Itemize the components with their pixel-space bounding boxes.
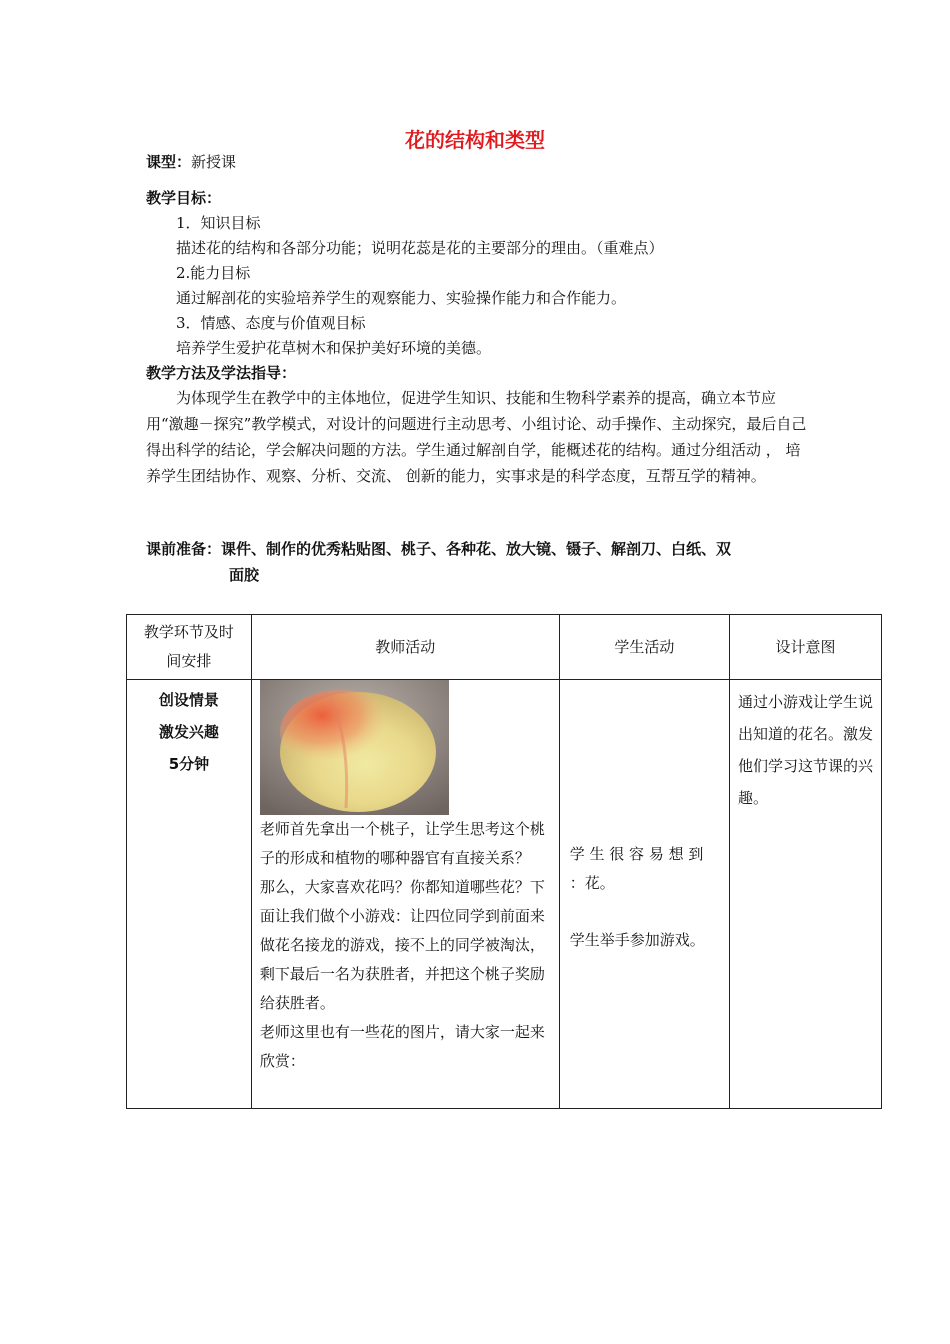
preparation-line2: 面胶 (229, 566, 260, 584)
lesson-table (126, 614, 882, 1109)
header-teacher: 教师活动 (251, 615, 559, 680)
lesson-type-value: 新授课 (191, 153, 237, 171)
stage-cell (127, 680, 252, 1109)
student-cell (559, 680, 729, 1109)
objective-1-heading: 1．知识目标 (176, 214, 261, 232)
objective-3-heading: 3．情感、态度与价值观目标 (176, 314, 366, 332)
stage-line-3: 5分钟 (168, 755, 210, 773)
design-cell: 通过小游戏让学生说出知道的花名。激发他们学习这节课的兴趣。 (730, 680, 882, 1109)
stage-line-2: 激发兴趣 (158, 723, 219, 741)
page-title: 花的结构和类型 (405, 128, 545, 152)
preparation-label: 课前准备： (146, 540, 222, 558)
preparation (146, 536, 816, 588)
teacher-text-3: 老师这里也有一些花的图片，请大家一起来欣赏： (259, 1023, 545, 1070)
teacher-cell (251, 680, 559, 1109)
student-text-2: 学生举手参加游戏。 (569, 931, 705, 949)
lesson-type (146, 152, 236, 172)
objective-1-text: 描述花的结构和各部分功能；说明花蕊是花的主要部分的理由。（重难点） (176, 239, 664, 257)
header-stage: 教学环节及时间安排 (127, 615, 252, 680)
teacher-text-1: 老师首先拿出一个桃子，让学生思考这个桃子的形成和植物的哪种器官有直接关系？ (259, 820, 545, 867)
header-design: 设计意图 (730, 615, 882, 680)
objective-2-heading: 2.能力目标 (176, 264, 251, 282)
table-header-row (127, 615, 882, 680)
lesson-type-label: 课型： (146, 153, 192, 171)
methods-text: 为体现学生在教学中的主体地位，促进学生知识、技能和生物科学素养的提高，确立本节应用“激趣－探究”教学模式，对设计的问题进行主动思考、小组讨论、动手操作、主动探究，最后自己得出科学的结论，学会解决问题的方法。学生通过解剖自学，能概述花的结构。通过分组活动 ， 培养学生团结协作、观察、分析、交流、 创新的能力，实事求是的科学态度，互帮互学的精神。 (146, 389, 807, 485)
objective-3-text: 培养学生爱护花草树木和保护美好环境的美德。 (176, 339, 492, 357)
stage-line-1: 创设情景 (158, 691, 219, 709)
peach-photo (260, 680, 449, 815)
preparation-line1: 课件、制作的优秀粘贴图、桃子、各种花、放大镜、镊子、解剖刀、白纸、双 (221, 540, 732, 558)
table-row (127, 680, 882, 1109)
student-text-1: 学 生 很 容 易 想 到 ：花。 (569, 845, 704, 892)
objective-2-text: 通过解剖花的实验培养学生的观察能力、实验操作能力和合作能力。 (176, 289, 627, 307)
objectives-heading: 教学目标： (146, 189, 222, 207)
teacher-text-2: 那么，大家喜欢花吗？你都知道哪些花？下面让我们做个小游戏：让四位同学到前面来做花名接龙的游戏，接不上的同学被淘汰，剩下最后一名为获胜者，并把这个桃子奖励给获胜者。 (259, 878, 545, 1012)
header-student: 学生活动 (559, 615, 729, 680)
methods-heading: 教学方法及学法指导： (146, 364, 297, 382)
